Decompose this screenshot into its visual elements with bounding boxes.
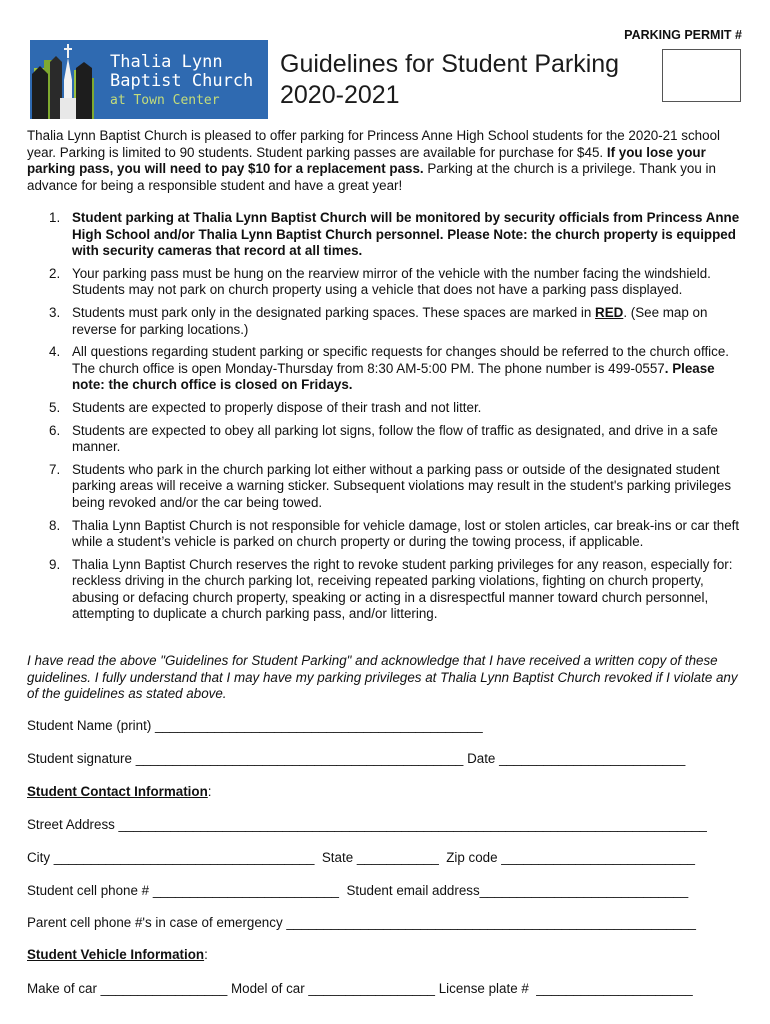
rule-number: 2.: [49, 265, 61, 281]
rule-text: Thalia Lynn Baptist Church is not responsible for vehicle damage, lost or stolen articles, car break-ins or car theft while a student’s vehicle is parked on church property or during the towing process, if applicable.: [72, 517, 740, 550]
document-title: [280, 49, 640, 111]
rule-number: 4.: [49, 344, 61, 360]
rule-item: [27, 462, 745, 512]
logo-line-2: Baptist Church: [110, 71, 254, 91]
rule-number: 7.: [49, 461, 61, 477]
parking-permit-label: PARKING PERMIT #: [624, 28, 742, 42]
rule-number: 6.: [49, 422, 61, 438]
rule-item: [27, 305, 745, 338]
title-line-1: Guidelines for Student Parking: [280, 50, 620, 78]
rule-bold-text: . Please note: the church office is closed on Fridays.: [72, 360, 715, 393]
rule-text: Students are expected to obey all parking lot signs, follow the flow of traffic as designated, and drive in a safe manner.: [72, 422, 718, 455]
student-signature-field[interactable]: Student signature ____________________________________________ Date _________________________: [27, 751, 686, 766]
red-marker-text: RED: [595, 304, 624, 320]
rule-text: Students who park in the church parking lot either without a parking pass or outside of the designated student parking areas will receive a warning sticker. Subsequent violations may result in the student's parking privileges being revoked and/or the car being towed.: [72, 461, 732, 510]
vehicle-details-field[interactable]: Make of car _________________ Model of car _________________ License plate # _____________________: [27, 981, 693, 996]
rule-text: Students are expected to properly dispose of their trash and not litter.: [72, 399, 482, 415]
rule-item: [27, 266, 745, 299]
rule-text: Student parking at Thalia Lynn Baptist Church will be monitored by security officials from Princess Anne High School and/or Thalia Lynn Baptist Church personnel. Please Note: the church property is equipped with security cameras that record at all times.: [72, 210, 740, 259]
rule-item: [27, 210, 745, 260]
rule-number: 5.: [49, 399, 61, 415]
title-line-2: 2020-2021: [280, 81, 400, 109]
rule-item: [27, 400, 745, 417]
rule-item: [27, 557, 745, 623]
permit-number-box[interactable]: [662, 49, 741, 102]
contact-heading-text: Student Contact Information: [27, 784, 208, 799]
city-state-zip-field[interactable]: City ___________________________________ State ___________ Zip code __________________________: [27, 850, 695, 865]
church-logo: [30, 40, 268, 119]
rule-item: [27, 518, 745, 551]
rule-text: Your parking pass must be hung on the rearview mirror of the vehicle with the number facing the windshield. Students may not park on church property using a vehicle that does not have a parking pass displayed.: [72, 265, 711, 298]
intro-paragraph: [27, 128, 745, 194]
intro-text-1: Thalia Lynn Baptist Church is pleased to offer parking for Princess Anne High School students for the 2020-21 school year. Parking is limited to 90 students. Student parking passes are available for purchase for $45.: [27, 128, 720, 160]
rule-text: Students must park only in the designated parking spaces. These spaces are marked in: [72, 304, 596, 320]
logo-line-1: Thalia Lynn: [110, 52, 223, 72]
student-name-field[interactable]: Student Name (print) ____________________________________________: [27, 718, 483, 733]
rule-number: 1.: [49, 210, 61, 225]
rule-text: . (See map on reverse for parking locations.): [72, 304, 708, 337]
rule-text: All questions regarding student parking or specific requests for changes should be referred to the church office. The church office is open Monday-Thursday from 8:30 AM-5:00 PM. The phone number is 499-0557: [72, 344, 730, 376]
street-address-field[interactable]: Street Address _______________________________________________________________________________: [27, 817, 707, 832]
rule-text: Thalia Lynn Baptist Church reserves the right to revoke student parking privileges for any reason, especially for: reckless driving in the church parking lot, receiving repeated parking violations, fighting on church property, abusing or defacing church property, speaking or acting in a disrespectful manner toward church personnel, attempting to duplicate a church parking pass, and/or littering.: [72, 556, 733, 622]
vehicle-info-heading: [27, 947, 208, 964]
acknowledgement-statement: I have read the above "Guidelines for Student Parking" and acknowledge that I have received a written copy of these guidelines. I fully understand that I may have my parking privileges at Thalia Lynn Baptist Church revoked if I violate any of the guidelines as stated above.: [27, 653, 738, 702]
contact-info-heading: [27, 784, 212, 801]
rule-number: 3.: [49, 304, 61, 320]
rule-item: [27, 423, 745, 456]
heading-colon: :: [207, 784, 212, 799]
phone-email-field[interactable]: Student cell phone # _________________________ Student email address____________________________: [27, 883, 689, 898]
logo-line-3: at Town Center: [110, 93, 220, 108]
rules-list: [27, 210, 745, 623]
intro-bold: If you lose your parking pass, you will need to pay $10 for a replacement pass.: [27, 144, 706, 177]
vehicle-heading-text: Student Vehicle Information: [27, 947, 205, 962]
rule-number: 8.: [49, 517, 61, 533]
intro-text-2: Parking at the church is a privilege. Thank you in advance for being a responsible student and have a great year!: [27, 161, 716, 193]
parent-phone-field[interactable]: Parent cell phone #'s in case of emergency _______________________________________________________: [27, 915, 696, 930]
rule-number: 9.: [49, 556, 61, 572]
rule-item: [27, 344, 745, 394]
heading-colon: :: [204, 947, 208, 962]
